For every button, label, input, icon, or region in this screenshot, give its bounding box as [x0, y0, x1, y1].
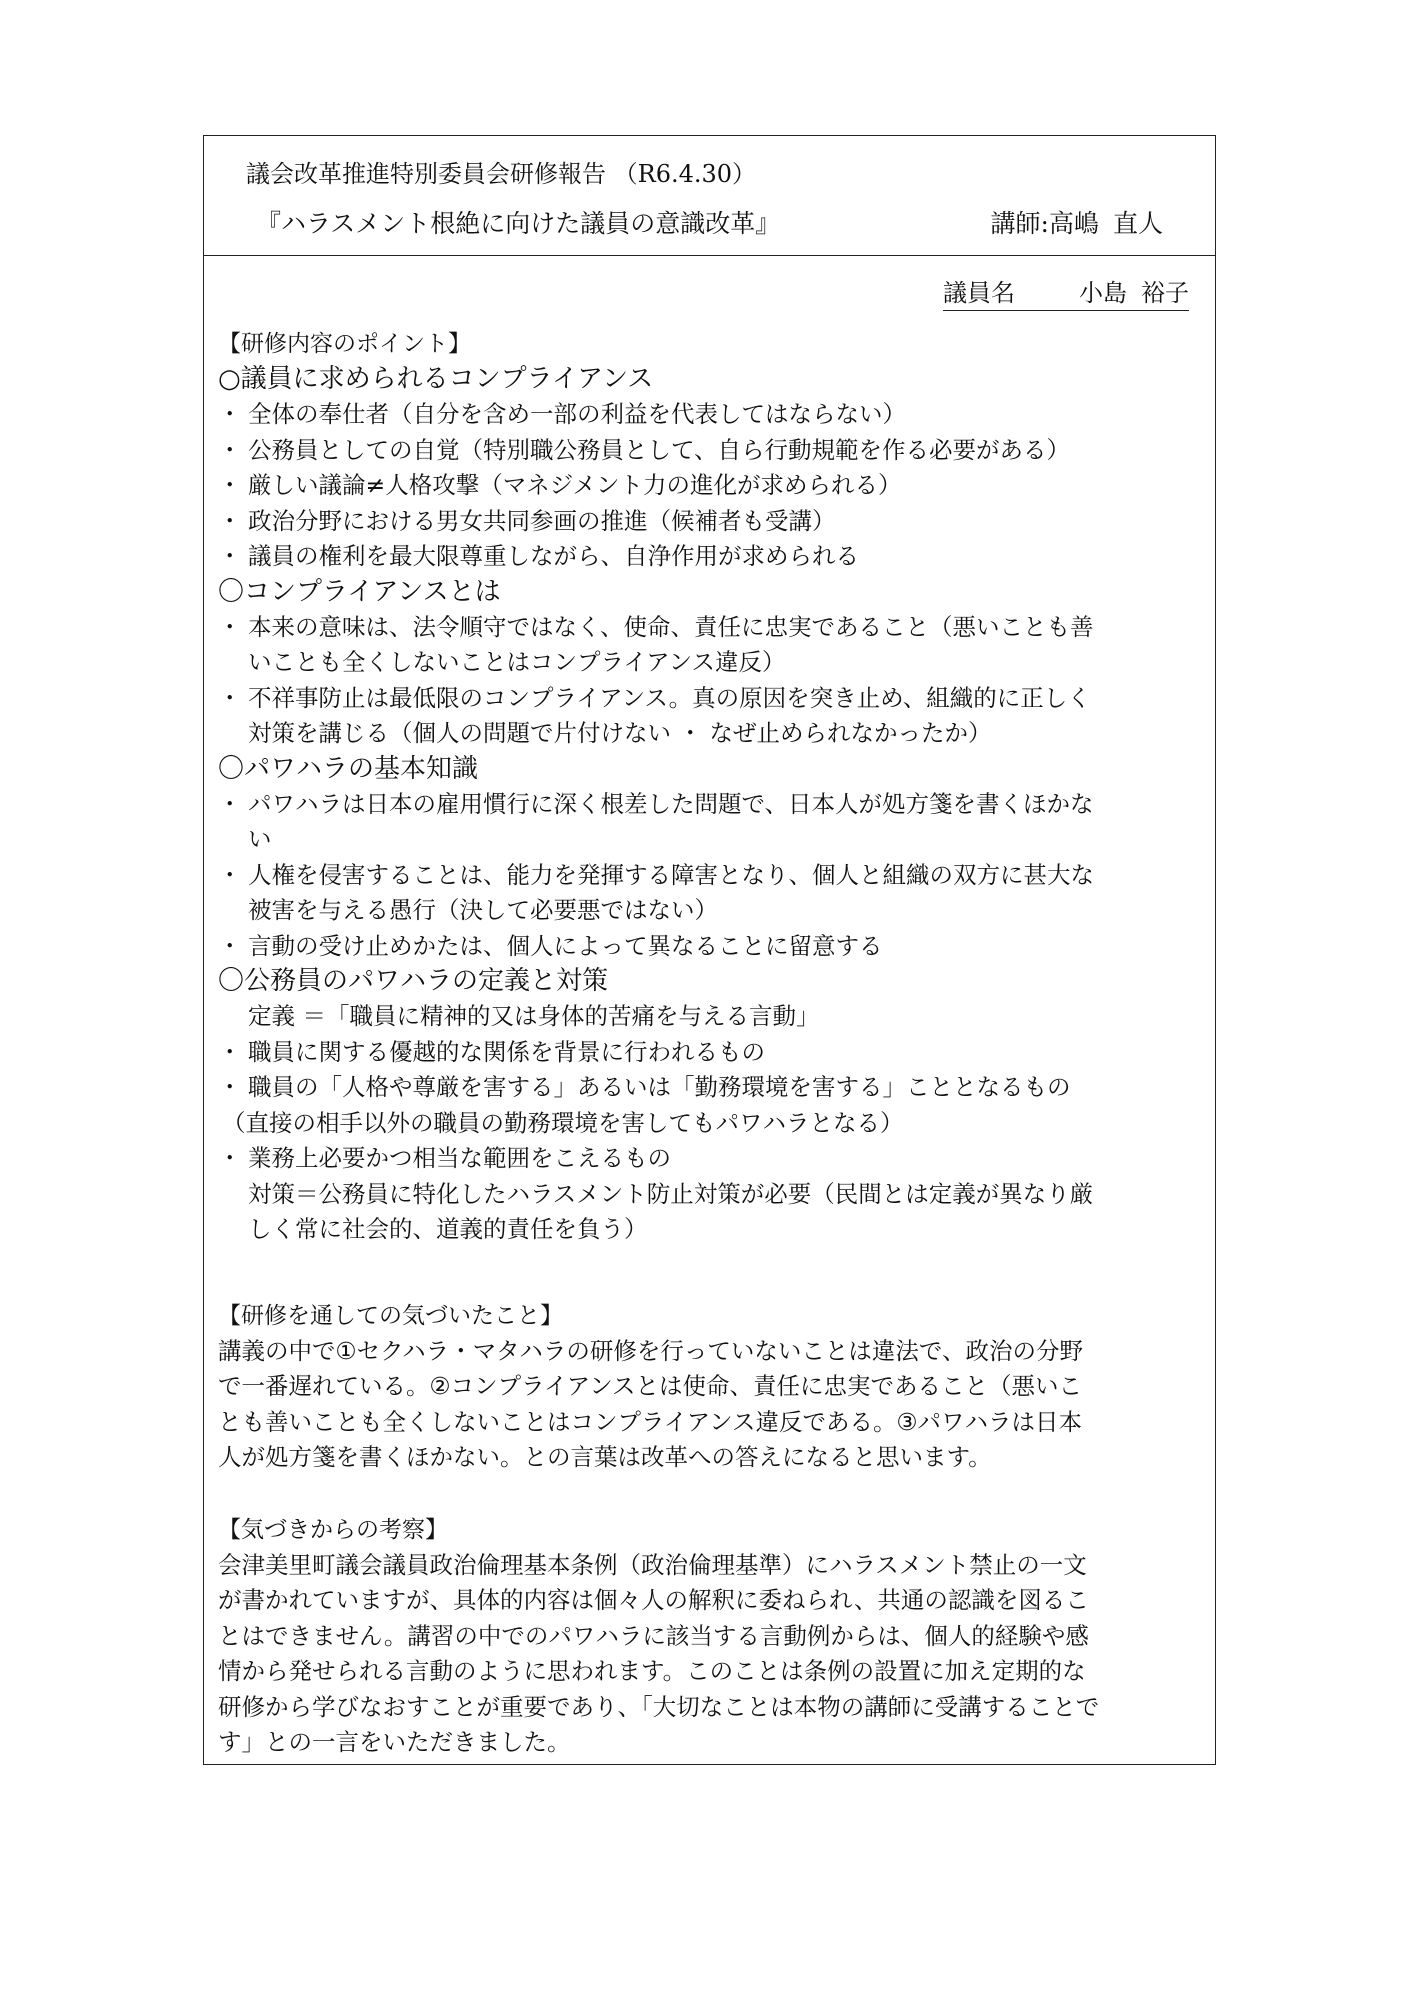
list-item: ・ 公務員としての自覚（特別職公務員として、自ら行動規範を作る必要がある）: [218, 433, 1203, 469]
list-item-continuation: いことも全くしないことはコンプライアンス違反）: [248, 648, 786, 676]
list-item-note: （直接の相手以外の職員の勤務環境を害してもパワハラとなる）: [222, 1108, 904, 1137]
lecturer: [991, 204, 1163, 240]
list-item: ・ 政治分野における男女共同参画の推進（候補者も受講）: [218, 504, 1203, 540]
paragraph-line: で一番遅れている。②コンプライアンスとは使命、責任に忠実であること（悪いこ: [218, 1372, 1083, 1400]
paragraph-line: 人が処方箋を書くほかない。との言葉は改革への答えになると思います。: [218, 1443, 992, 1471]
section-heading-considerations: 【気づきからの考察】: [218, 1516, 448, 1543]
list-item: ・ 全体の奉仕者（自分を含め一部の利益を代表してはならない）: [218, 397, 1203, 433]
definition-line: 定義 ＝「職員に精神的又は身体的苦痛を与える言動」: [248, 1002, 820, 1030]
member-given-name: 裕子: [1141, 279, 1189, 307]
section-heading-points: 【研修内容のポイント】: [218, 331, 471, 357]
list-item: ・ 本来の意味は、法令順守ではなく、使命、責任に忠実であること（悪いことも善: [218, 610, 1203, 646]
paragraph-line: 講義の中で①セクハラ・マタハラの研修を行っていないことは違法で、政治の分野: [218, 1336, 1083, 1365]
subheading-power-harassment-basics: 〇パワハラの基本知識: [218, 753, 479, 784]
list-item-continuation: 対策を講じる（個人の問題で片付けない ・ なぜ止められなかったか）: [248, 719, 992, 747]
list-item: ・ 不祥事防止は最低限のコンプライアンス。真の原因を突き止め、組織的に正しく: [218, 681, 1203, 717]
report-sheet: [203, 135, 1216, 1765]
lecture-title: 『ハラスメント根絶に向けた議員の意識改革』: [256, 209, 781, 238]
measure-line-continuation: しく常に社会的、道義的責任を負う）: [248, 1215, 648, 1243]
member-surname: 小島: [1079, 279, 1127, 307]
member-name-line: [943, 273, 1189, 311]
paragraph-line: す」との一言をいただきました。: [218, 1728, 571, 1756]
paragraph-line: 情から発せられる言動のように思われます。このことは条例の設置に加え定期的な: [218, 1657, 1086, 1685]
paragraph-line: とはできません。講習の中でのパワハラに該当する言動例からは、個人的経験や感: [218, 1621, 1089, 1650]
list-item: ・ 業務上必要かつ相当な範囲をこえるもの: [218, 1141, 1203, 1177]
list-item: ・ 言動の受け止めかたは、個人によって異なることに留意する: [218, 929, 1203, 965]
subheading-what-is-compliance: 〇コンプライアンスとは: [218, 576, 501, 607]
member-label: 議員名: [943, 279, 1015, 307]
list-item-continuation: 被害を与える愚行（決して必要悪ではない）: [248, 896, 718, 924]
lecturer-label: 講師:高嶋: [990, 209, 1099, 238]
list-item-continuation: い: [248, 825, 272, 853]
section-heading-realizations: 【研修を通しての気づいたこと】: [218, 1302, 563, 1329]
report-header: [204, 136, 1215, 256]
list-item: ・ パワハラは日本の雇用慣行に深く根差した問題で、日本人が処方箋を書くほかな: [218, 787, 1203, 823]
report-title: 議会改革推進特別委員会研修報告 （R6.4.30）: [246, 160, 757, 188]
list-item: ・ 厳しい議論≠人格攻撃（マネジメント力の進化が求められる）: [218, 468, 1203, 504]
subheading-compliance-required: ○議員に求められるコンプライアンス: [218, 364, 654, 394]
list-item: ・ 職員に関する優越的な関係を背景に行われるもの: [218, 1035, 1203, 1071]
paragraph-line: が書かれていますが、具体的内容は個々人の解釈に委ねられ、共通の認識を図るこ: [218, 1586, 1089, 1614]
list-item: ・ 職員の「人格や尊厳を害する」あるいは「勤務環境を害する」こととなるもの: [218, 1070, 1203, 1106]
list-item: ・ 人権を侵害することは、能力を発揮する障害となり、個人と組織の双方に甚大な: [218, 858, 1203, 894]
lecturer-name: 直人: [1112, 209, 1163, 238]
paragraph-line: 会津美里町議会議員政治倫理基本条例（政治倫理基準）にハラスメント禁止の一文: [218, 1550, 1087, 1579]
list-item: ・ 議員の権利を最大限尊重しながら、自浄作用が求められる: [218, 539, 1203, 575]
paragraph-line: 研修から学びなおすことが重要であり、「大切なことは本物の講師に受講することで: [218, 1692, 1100, 1721]
paragraph-line: とも善いことも全くしないことはコンプライアンス違反である。③パワハラは日本: [218, 1407, 1083, 1436]
report-body: [218, 326, 1203, 1761]
subheading-definition-and-measures: 〇公務員のパワハラの定義と対策: [218, 966, 609, 996]
measure-line: 対策＝公務員に特化したハラスメント防止対策が必要（民間とは定義が異なり厳: [248, 1179, 1094, 1208]
